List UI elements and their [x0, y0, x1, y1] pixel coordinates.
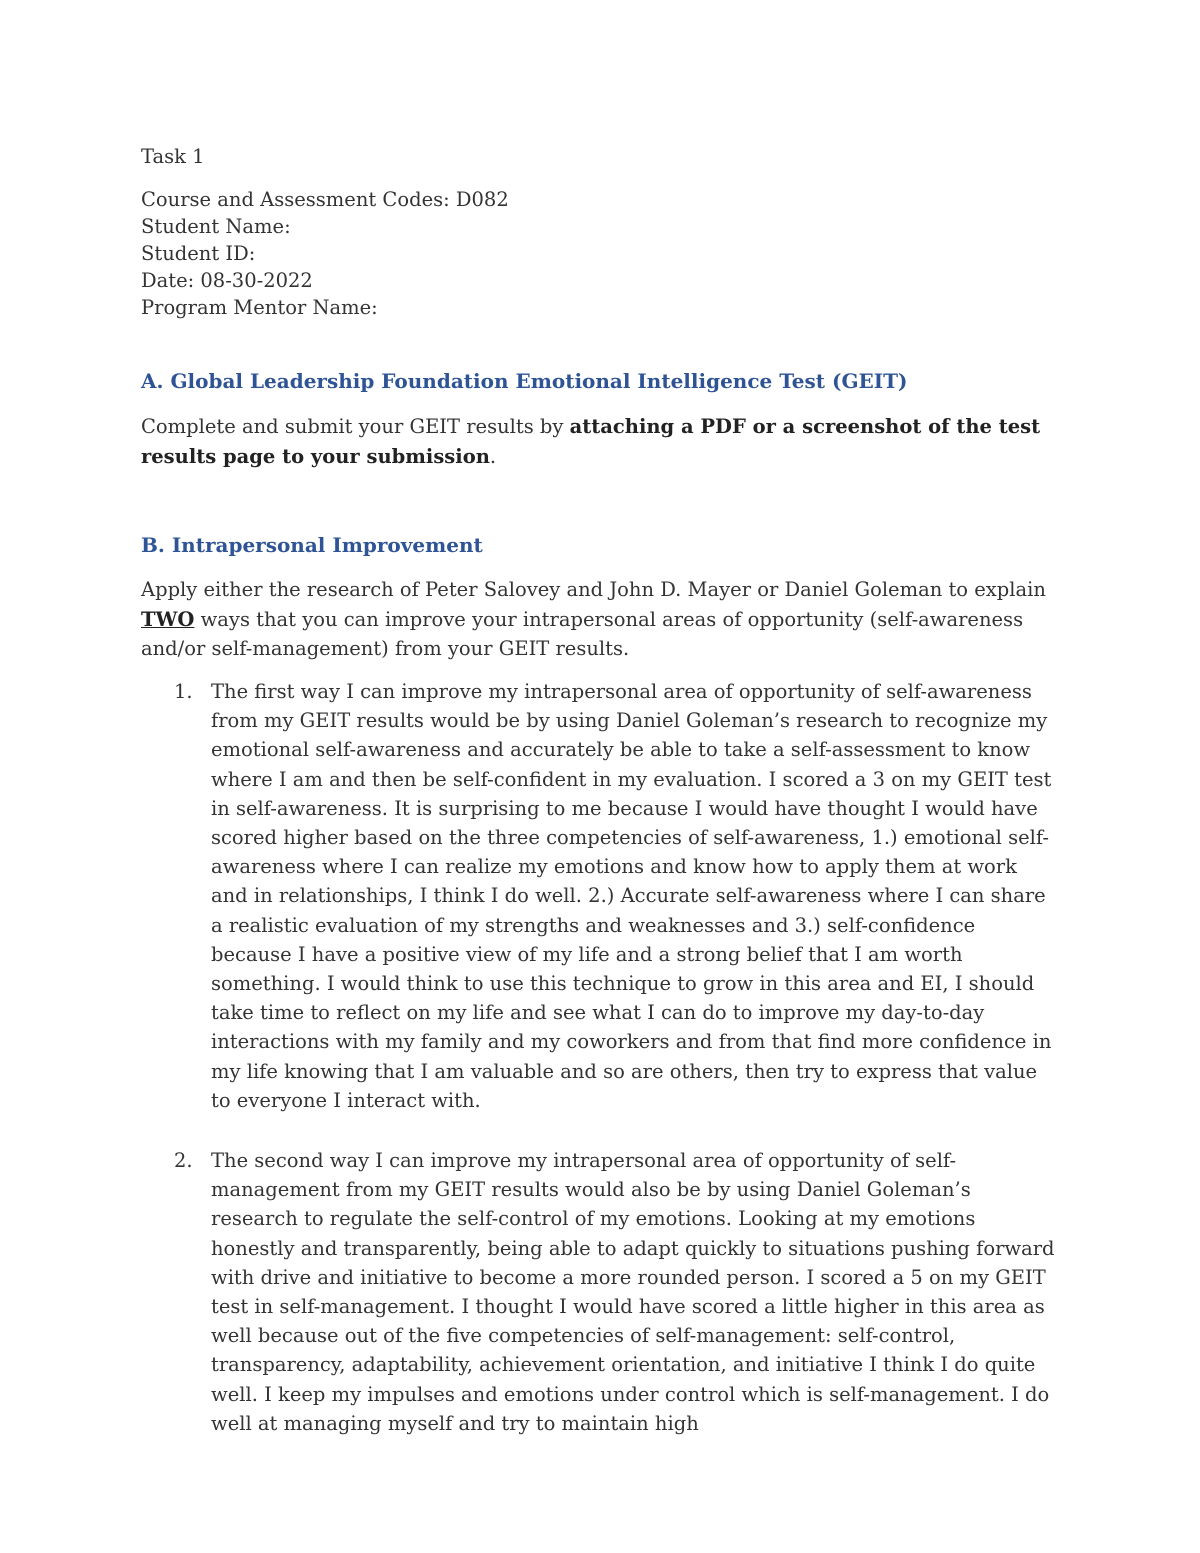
header-info	[141, 186, 1061, 321]
section-a-para-bold: attaching a PDF or a screenshot of the test results page to your submission	[141, 415, 1041, 468]
section-a-para-lead: Complete and submit your GEIT results by	[141, 415, 570, 438]
student-name: Student Name:	[141, 215, 291, 238]
list-item-text: The first way I can improve my intrapersonal area of opportunity of self-awareness from my GEIT results would be by using Daniel Goleman’s research to recognize my emotional self-awareness and accurately be able to take a self-assessment to know where I am and then be self-confident in my evaluation. I scored a 3 on my GEIT test in self-awareness. It is surprising to me because I would have thought I would have scored higher based on the three competencies of self-awareness, 1.) emotional self-awareness where I can realize my emotions and know how to apply them at work and in relationships, I think I do well. 2.) Accurate self-awareness where I can share a realistic evaluation of my strengths and weaknesses and 3.) self-confidence because I have a positive view of my life and a strong belief that I am worth something. I would think to use this technique to grow in this area and EI, I should take time to reflect on my life and see what I can do to improve my day-to-day interactions with my family and my coworkers and from that find more confidence in my life knowing that I am valuable and so are others, then try to express that value to everyone I interact with.	[211, 680, 1052, 1112]
course-codes: Course and Assessment Codes: D082	[141, 188, 509, 211]
list-item-text: The second way I can improve my intrapersonal area of opportunity of self-management from my GEIT results would also be by using Daniel Goleman’s research to regulate the self-control of my emotions. Looking at my emotions honestly and transparently, being able to adapt quickly to situations pushing forward with drive and initiative to become a more rounded person. I scored a 5 on my GEIT test in self-management. I thought I would have scored a little higher in this area as well because out of the five competencies of self-management: self-control, transparency, adaptability, achievement orientation, and initiative I think I do quite well. I keep my impulses and emotions under control which is self-management. I do well at managing myself and try to maintain high	[211, 1149, 1055, 1435]
section-a-paragraph	[141, 412, 1061, 472]
date: Date: 08-30-2022	[141, 269, 313, 292]
section-b-para-lead: Apply either the research of Peter Salovey and John D. Mayer or Daniel Goleman to explain	[141, 578, 1046, 601]
section-b-heading: B. Intrapersonal Improvement	[141, 533, 483, 557]
list-item-number: 1.	[174, 680, 193, 703]
list-item-number: 2.	[174, 1149, 193, 1172]
section-b-para-emph: TWO	[141, 607, 195, 631]
task-title: Task 1	[141, 145, 205, 168]
section-a-heading: A. Global Leadership Foundation Emotional Intelligence Test (GEIT)	[141, 369, 908, 393]
section-b-para-end: ways that you can improve your intrapersonal areas of opportunity (self-awareness and/or self-management) from your GEIT results.	[141, 607, 1024, 660]
section-b-paragraph	[141, 575, 1061, 664]
student-id: Student ID:	[141, 242, 256, 265]
section-a-para-end: .	[489, 445, 497, 468]
program-mentor-name: Program Mentor Name:	[141, 296, 378, 319]
